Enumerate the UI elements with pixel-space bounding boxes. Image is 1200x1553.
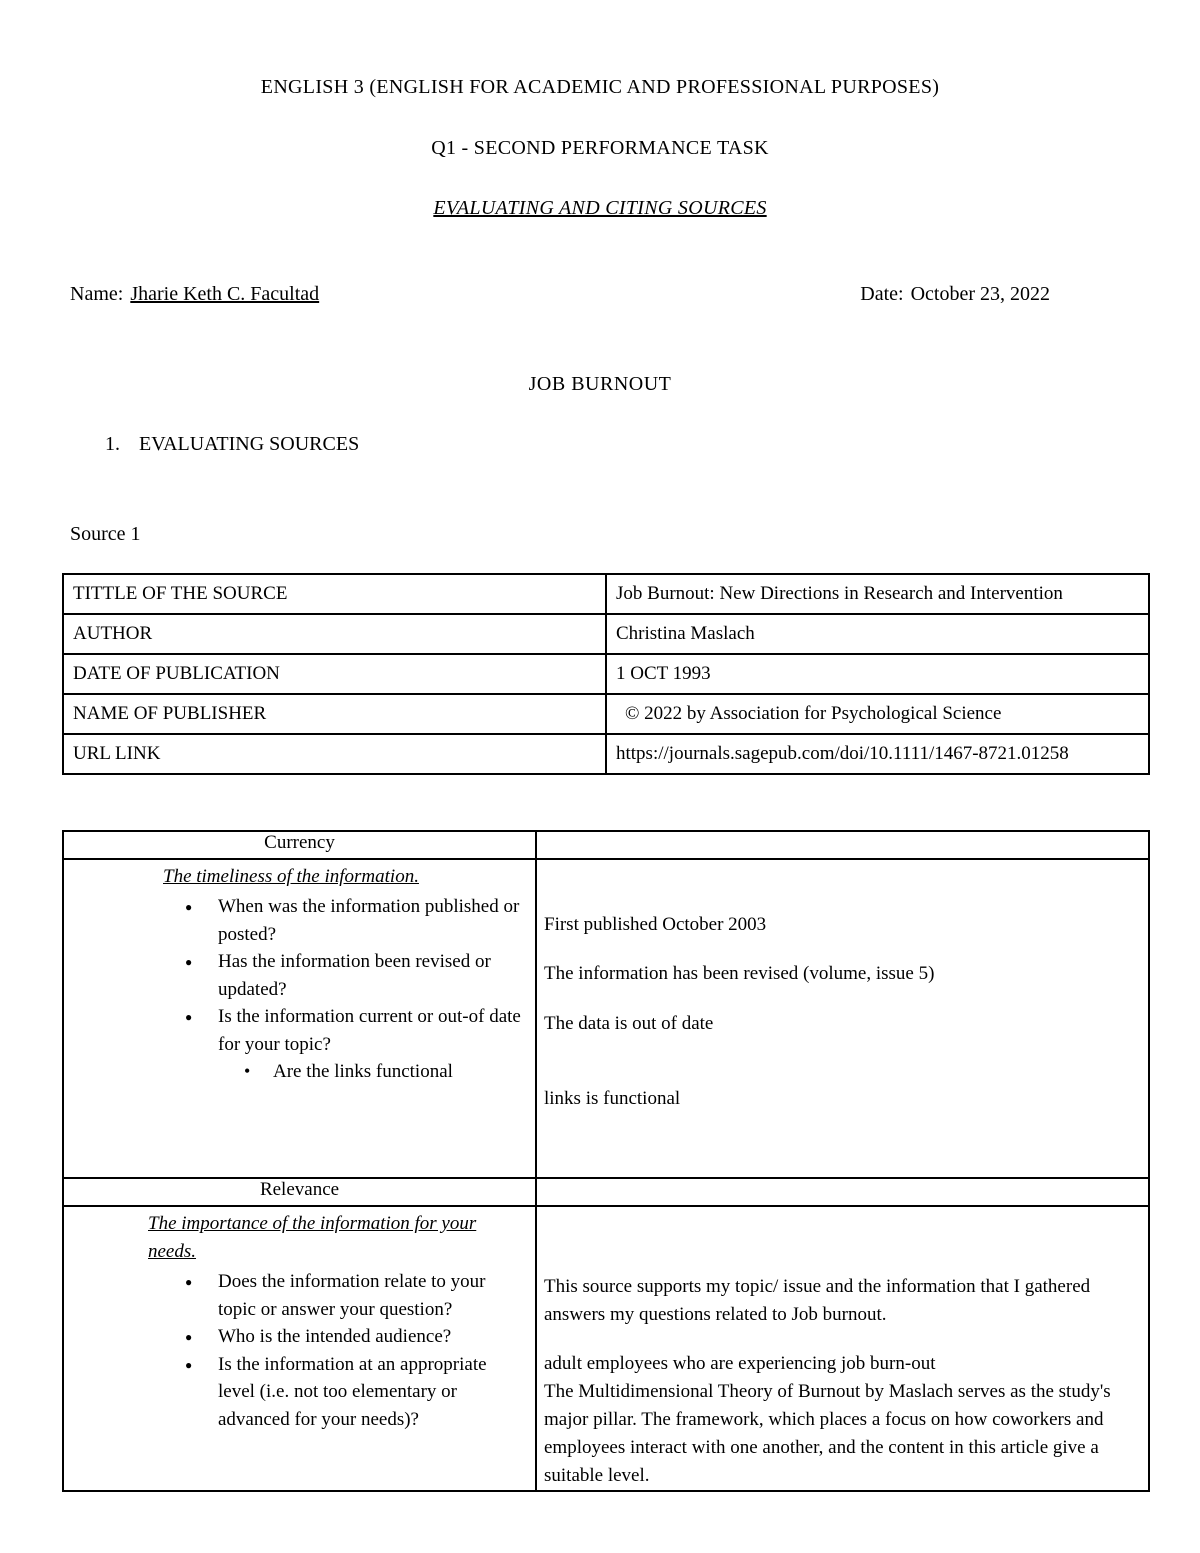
publisher-value: © 2022 by Association for Psychological Science (606, 694, 1149, 734)
list-item: ● When was the information published or posted? (181, 893, 525, 948)
table-row (63, 654, 1149, 694)
relevance-criteria (64, 1207, 535, 1433)
source-label: Source 1 (70, 523, 141, 545)
relevance-criteria-cell (63, 1206, 536, 1491)
section-title: EVALUATING SOURCES (139, 433, 360, 455)
date-label: Date: (860, 283, 904, 305)
author-label: AUTHOR (63, 614, 606, 654)
source-title-value: Job Burnout: New Directions in Research and Intervention (606, 574, 1149, 614)
relevance-answers-cell (536, 1206, 1149, 1491)
name-label: Name: (70, 283, 124, 305)
table-row (63, 614, 1149, 654)
publication-date-value: 1 OCT 1993 (606, 654, 1149, 694)
table-row (63, 1206, 1149, 1491)
currency-criteria-title: The timeliness of the information. (163, 866, 419, 887)
topic-title: JOB BURNOUT (528, 373, 672, 395)
student-name: Jharie Keth C. Facultad (130, 283, 320, 305)
currency-criteria (64, 860, 535, 1086)
currency-answers (537, 911, 1148, 1113)
table-row (63, 734, 1149, 774)
currency-answer-revised: The information has been revised (volume, issue 5) (544, 963, 935, 984)
date-block (860, 283, 1050, 306)
section-heading (0, 433, 1200, 456)
table-row (63, 694, 1149, 734)
list-item: ● Has the information been revised or updated? (181, 948, 525, 1003)
currency-header: Currency (63, 831, 536, 859)
table-row (63, 859, 1149, 1178)
author-value: Christina Maslach (606, 614, 1149, 654)
date-value: October 23, 2022 (910, 283, 1050, 305)
publisher-label: NAME OF PUBLISHER (63, 694, 606, 734)
currency-answers-cell (536, 859, 1149, 1178)
activity-title-text: EVALUATING AND CITING SOURCES (433, 197, 767, 219)
currency-answer-published: First published October 2003 (544, 914, 767, 935)
currency-answer-links: links is functional (544, 1088, 681, 1109)
list-item: ● Who is the intended audience? (181, 1323, 525, 1351)
table-row (63, 1178, 1149, 1206)
evaluation-table (62, 830, 1150, 1492)
relevance-header-empty-cell (536, 1178, 1149, 1206)
currency-bullet-list (181, 893, 525, 1086)
table-row (63, 831, 1149, 859)
relevance-header: Relevance (63, 1178, 536, 1206)
table-row (63, 574, 1149, 614)
relevance-answer-audience: adult employees who are experiencing job burn-out (544, 1353, 936, 1374)
publication-date-label: DATE OF PUBLICATION (63, 654, 606, 694)
relevance-answer-level: The Multidimensional Theory of Burnout by Maslach serves as the study's major pillar. The framework, which places a focus on how coworkers and employees interact with one another, and the content in this article give a suitable level. (544, 1381, 1111, 1486)
course-title: ENGLISH 3 (ENGLISH FOR ACADEMIC AND PROFESSIONAL PURPOSES) (260, 76, 940, 98)
list-item-sub: • Are the links functional (236, 1058, 525, 1086)
currency-header-empty-cell (536, 831, 1149, 859)
source-title-label: TITTLE OF THE SOURCE (63, 574, 606, 614)
relevance-answer-topic: This source supports my topic/ issue and the information that I gathered answers my questions related to Job burnout. (544, 1276, 1091, 1325)
list-item: ● Is the information at an appropriate level (i.e. not too elementary or advanced for your needs)? (181, 1351, 525, 1434)
relevance-bullet-list (181, 1268, 525, 1433)
source-info-table (62, 573, 1150, 775)
activity-title (0, 197, 1200, 220)
url-value: https://journals.sagepub.com/doi/10.1111/1467-8721.01258 (606, 734, 1149, 774)
currency-answer-outofdate: The data is out of date (544, 1013, 714, 1034)
name-date-row (0, 283, 1200, 306)
relevance-criteria-title: The importance of the information for your needs. (148, 1213, 477, 1262)
list-item: ● Is the information current or out-of date for your topic? (181, 1003, 525, 1058)
relevance-answers (537, 1273, 1148, 1490)
url-label: URL LINK (63, 734, 606, 774)
section-number: 1. (105, 433, 120, 455)
task-title: Q1 - SECOND PERFORMANCE TASK (431, 137, 769, 159)
list-item: ● Does the information relate to your topic or answer your question? (181, 1268, 525, 1323)
currency-criteria-cell (63, 859, 536, 1178)
